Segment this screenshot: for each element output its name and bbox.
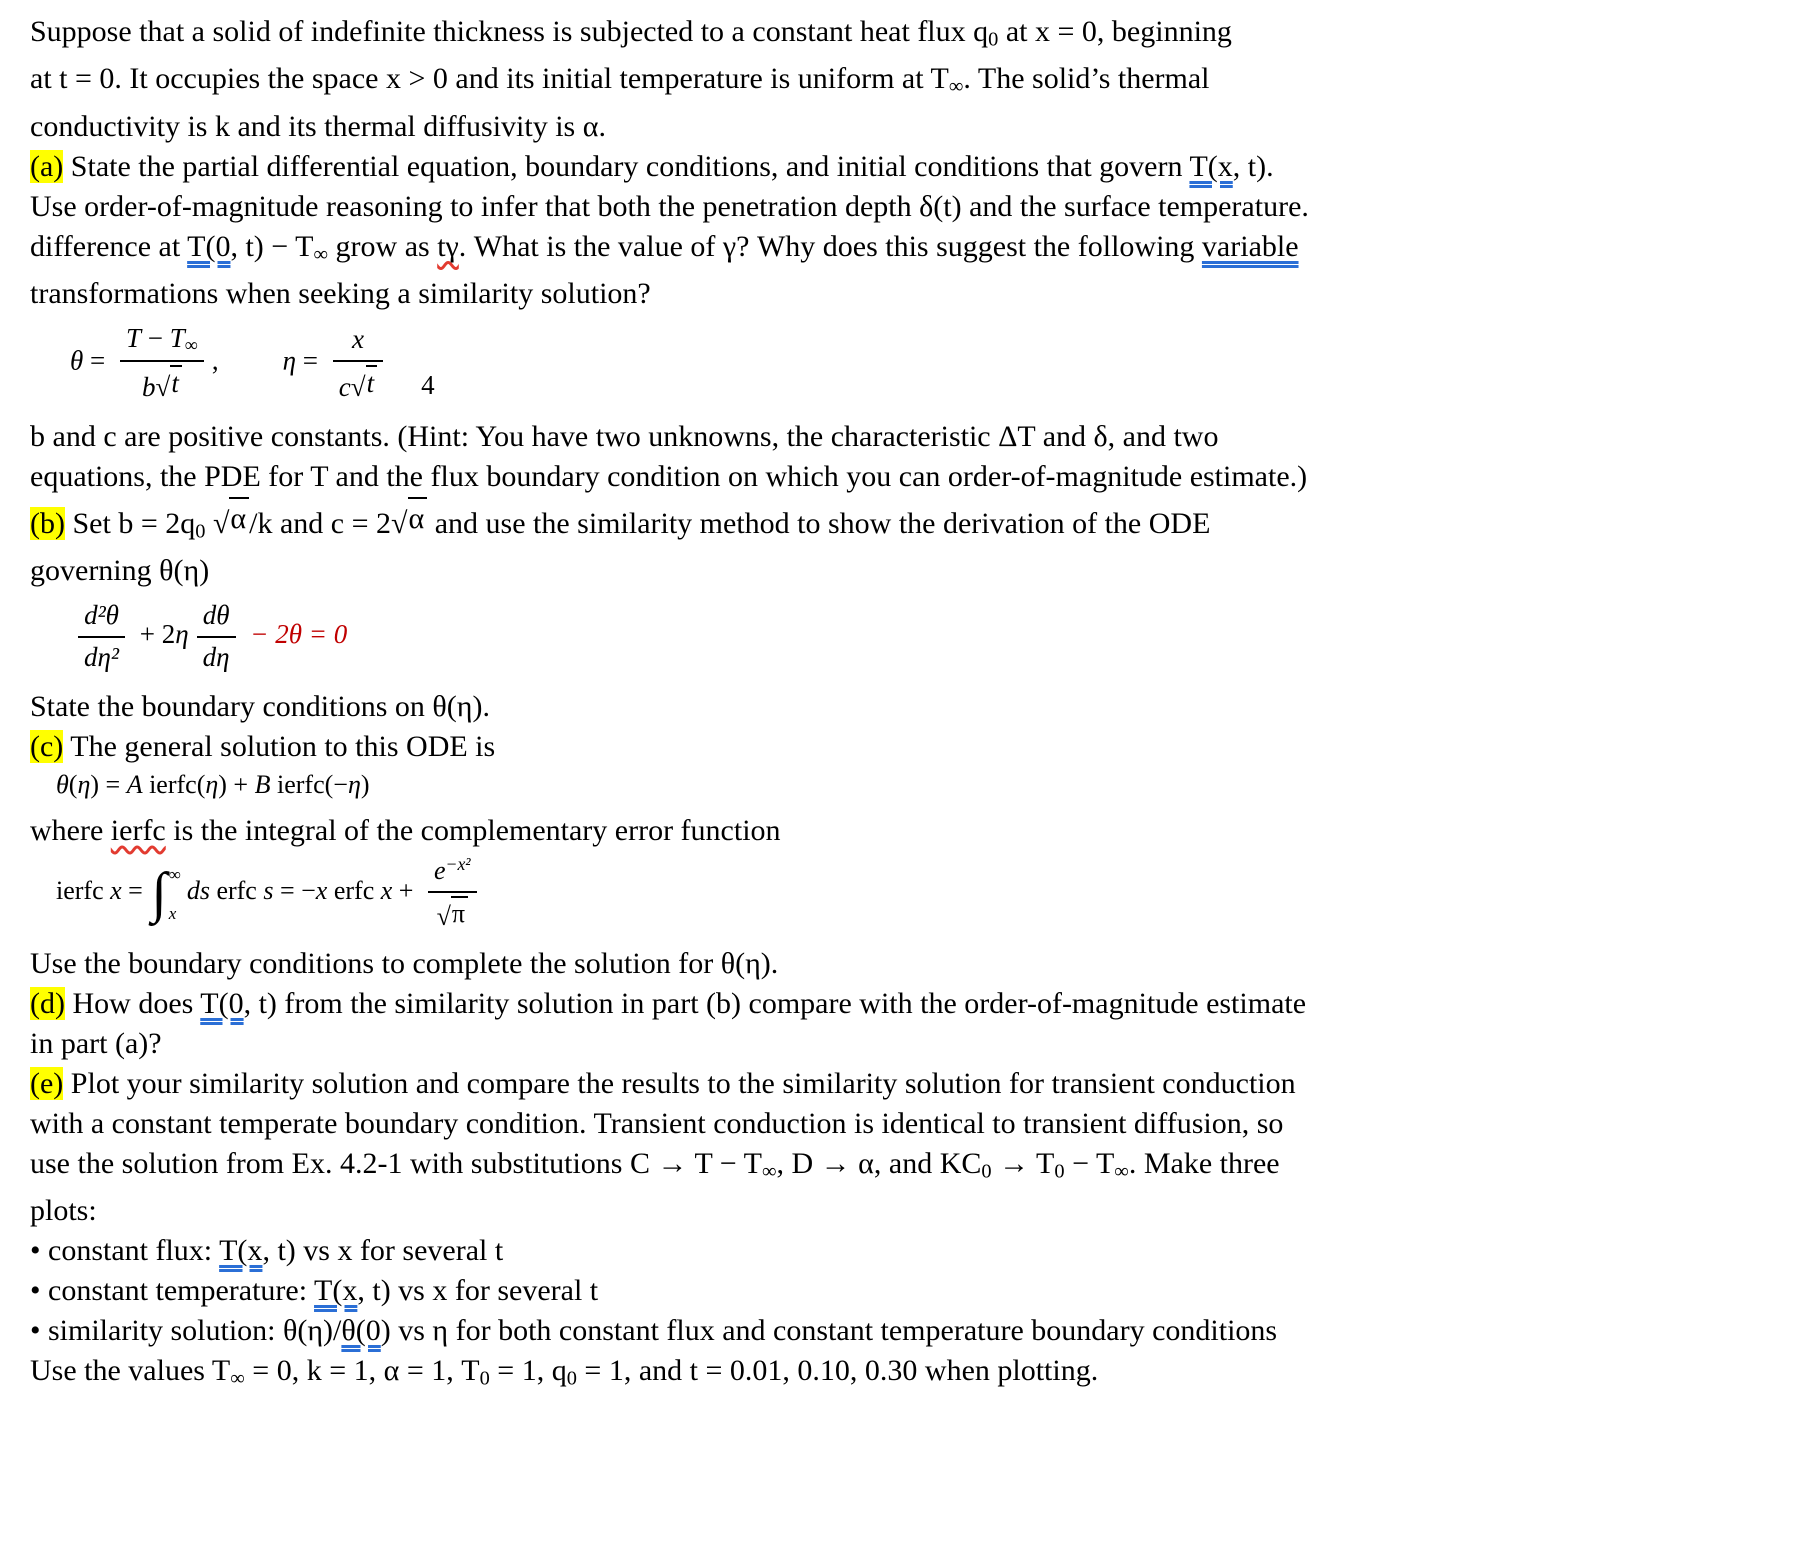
- text-run: T(0: [187, 229, 231, 263]
- text-run: State the boundary conditions on θ(η).: [30, 689, 490, 723]
- bullet-item: [30, 1311, 1792, 1351]
- fraction: [78, 599, 125, 675]
- text-run: ∞: [948, 75, 964, 98]
- text-run: in part (a)?: [30, 1026, 162, 1060]
- paragraph: [30, 417, 1792, 457]
- text-run: −: [141, 323, 170, 354]
- text-run: 0: [195, 520, 206, 543]
- text-run: , t).: [1232, 149, 1274, 183]
- text-run: , t) vs x for several t: [262, 1234, 504, 1268]
- radicand: [366, 365, 378, 401]
- text-run: variable: [1201, 229, 1299, 263]
- text-run: c: [338, 371, 351, 402]
- text-run: [205, 507, 213, 540]
- bullet-item: [30, 1271, 1792, 1311]
- text-run: η: [175, 619, 189, 650]
- fraction-numerator: [428, 853, 477, 892]
- radical-icon: √: [436, 902, 451, 932]
- integral-limits: [169, 864, 181, 924]
- text-run: use the solution from Ex. 4.2-1 with substitutions C → T − T: [30, 1146, 762, 1180]
- fraction-denominator: [78, 638, 125, 675]
- text-run: ) +: [218, 769, 255, 799]
- text-run: dη: [202, 642, 230, 673]
- math-ode: [30, 599, 1792, 675]
- text-run: • similarity solution: θ(η)/: [30, 1314, 342, 1348]
- text-run: =: [121, 876, 150, 906]
- integral: [151, 861, 181, 924]
- text-run: ierfc(−: [270, 769, 348, 799]
- text-run: T: [126, 323, 142, 354]
- sqrt-radical: [156, 365, 182, 401]
- text-run: Use the boundary conditions to complete the solution for θ(η).: [30, 946, 779, 980]
- text-run: transformations when seeking a similarity solution?: [30, 277, 651, 311]
- text-run: , D → α, and KC: [776, 1146, 982, 1180]
- text-run: Set b = 2q: [64, 506, 196, 540]
- fraction-numerator: [197, 599, 236, 638]
- sqrt-radical: [437, 896, 468, 931]
- radicand: [408, 497, 428, 539]
- text-run: State the partial differential equation, boundary conditions, and initial conditions that govern: [63, 149, 1190, 183]
- text-run: T(x: [219, 1234, 263, 1268]
- text-run: η: [282, 345, 297, 376]
- text-run: with a constant temperate boundary condition. Transient conduction is identical to transient diffusion, so: [30, 1106, 1284, 1140]
- text-run: = 1, q: [489, 1354, 567, 1388]
- paragraph: [30, 1144, 1792, 1191]
- radicand: [170, 365, 182, 401]
- paragraph: [30, 1351, 1792, 1398]
- document-content: [30, 12, 1792, 1399]
- text-run: conductivity is k and its thermal diffusivity is α.: [30, 109, 606, 143]
- fraction-numerator: [120, 322, 204, 362]
- text-run: How does: [64, 986, 201, 1020]
- radical-icon: √: [155, 372, 171, 403]
- text-run: = 1, and t = 0.01, 0.10, 0.30 when plotting.: [576, 1354, 1099, 1388]
- paragraph: [30, 227, 1792, 274]
- text-run: dη²: [84, 642, 119, 673]
- sqrt-radical: [351, 365, 377, 401]
- paragraph: [30, 1024, 1792, 1064]
- paragraph: [30, 107, 1792, 147]
- sqrt-radical: [391, 497, 427, 539]
- text-run: +: [392, 876, 420, 906]
- paragraph: [30, 811, 1792, 851]
- bullet-item: [30, 1231, 1792, 1271]
- text-run: tγ: [437, 229, 459, 263]
- text-run: x: [110, 876, 122, 906]
- text-run: 0: [1054, 1160, 1065, 1183]
- text-run: s: [263, 876, 274, 906]
- text-run: plots:: [30, 1194, 97, 1228]
- text-run: − 2θ = 0: [243, 619, 348, 650]
- text-run: T(0: [200, 986, 244, 1020]
- fraction-denominator: [333, 362, 383, 405]
- integral-lower-limit: x: [168, 903, 177, 923]
- text-run: ∞: [184, 335, 198, 356]
- text-run: B: [254, 769, 271, 799]
- text-run: b: [142, 372, 156, 403]
- radicand: [229, 497, 249, 539]
- paragraph: [30, 1104, 1792, 1144]
- paragraph: [30, 1064, 1792, 1104]
- text-run: , t) − T: [230, 229, 314, 263]
- text-run: ,: [211, 345, 219, 376]
- text-run: = 0, k = 1, α = 1, T: [244, 1354, 480, 1388]
- text-run: 4: [421, 369, 435, 400]
- fraction: [428, 853, 477, 933]
- math-ierfc-definition: [30, 853, 1792, 933]
- text-run: Use order-of-magnitude reasoning to infer that both the penetration depth δ(t) and the surface temperature.: [30, 189, 1309, 223]
- text-run: x: [380, 876, 393, 906]
- fraction: [197, 599, 236, 675]
- text-run: A: [126, 769, 143, 799]
- text-run: 0: [479, 1367, 490, 1390]
- text-run: T: [169, 323, 185, 354]
- text-run: θ: [70, 345, 84, 376]
- text-run: η: [77, 769, 91, 799]
- radical-icon: √: [350, 371, 366, 402]
- text-run: d²θ: [84, 600, 119, 631]
- text-run: erfc: [209, 876, 264, 906]
- text-run: (e): [30, 1066, 64, 1100]
- text-run: The general solution to this ODE is: [63, 729, 496, 763]
- text-run: Use the values T: [30, 1354, 231, 1388]
- text-run: ∞: [1114, 1160, 1129, 1183]
- text-run: ) =: [90, 769, 127, 799]
- radical-icon: √: [391, 506, 408, 540]
- paragraph: [30, 59, 1792, 106]
- text-run: ) vs η for both constant flux and constant temperature boundary conditions: [380, 1314, 1278, 1348]
- text-run: at t = 0. It occupies the space x > 0 and its initial temperature is uniform at T: [30, 62, 949, 96]
- text-run: e: [433, 856, 446, 886]
- fraction-denominator: [120, 362, 204, 405]
- text-run: −x²: [445, 854, 471, 875]
- text-run: α: [408, 501, 425, 535]
- math-similarity-variables: [30, 322, 1792, 404]
- text-run: b and c are positive constants. (Hint: You have two unknowns, the characteristic ΔT and δ, and two: [30, 419, 1219, 453]
- text-run: . What is the value of γ? Why does this suggest the following: [458, 229, 1202, 263]
- paragraph: [30, 551, 1792, 591]
- text-run: (b): [30, 506, 65, 540]
- fraction-denominator: [428, 893, 477, 934]
- text-run: = −: [273, 876, 316, 906]
- text-run: Suppose that a solid of indefinite thickness is subjected to a constant heat flux q: [30, 15, 989, 48]
- text-run: + 2: [133, 619, 176, 650]
- text-run: 0: [566, 1367, 577, 1390]
- text-run: equations, the PDE for T and the flux boundary condition on which you can order-of-magnitude estimate.): [30, 459, 1308, 493]
- text-run: t: [366, 367, 375, 398]
- text-run: θ(0: [341, 1314, 381, 1348]
- fraction: [333, 323, 383, 404]
- text-run: (d): [30, 986, 65, 1020]
- text-run: 0: [988, 28, 999, 51]
- text-run: ds: [186, 876, 210, 906]
- text-run: . The solid’s thermal: [963, 62, 1210, 96]
- text-run: − T: [1064, 1146, 1115, 1180]
- math-general-solution: [30, 769, 1792, 802]
- paragraph: [30, 687, 1792, 727]
- paragraph: [30, 944, 1792, 984]
- text-run: t: [171, 368, 179, 399]
- text-run: • constant flux:: [30, 1234, 220, 1268]
- text-run: =: [296, 345, 325, 376]
- paragraph: [30, 984, 1792, 1024]
- integral-upper-limit: ∞: [168, 864, 181, 884]
- text-run: (a): [30, 149, 64, 183]
- paragraph: [30, 1191, 1792, 1231]
- text-run: dθ: [202, 600, 230, 631]
- radicand: [451, 896, 468, 931]
- text-run: grow as: [328, 229, 438, 263]
- text-run: π: [451, 898, 465, 928]
- text-run: difference at: [30, 229, 188, 263]
- text-run: ∞: [230, 1367, 245, 1390]
- text-run: , t) from the similarity solution in part (b) compare with the order-of-magnitude estimate: [243, 986, 1307, 1020]
- text-run: erfc: [327, 876, 381, 906]
- text-run: at x = 0, beginning: [998, 15, 1232, 48]
- text-run: 0: [981, 1160, 992, 1183]
- fraction: [120, 322, 204, 404]
- text-run: η: [205, 769, 219, 799]
- text-run: • constant temperature:: [30, 1274, 315, 1308]
- text-run: η: [347, 769, 361, 799]
- text-run: (c): [30, 729, 64, 763]
- fraction-denominator: [197, 638, 236, 675]
- text-run: , t) vs x for several t: [357, 1274, 599, 1308]
- text-run: and use the similarity method to show the derivation of the ODE: [427, 506, 1211, 540]
- fraction-numerator: [333, 323, 383, 362]
- text-run: → T: [991, 1146, 1055, 1180]
- text-run: ∞: [313, 243, 329, 266]
- text-run: =: [83, 345, 112, 376]
- sqrt-radical: [213, 497, 249, 539]
- text-run: x: [315, 876, 328, 906]
- text-run: ierfc(: [142, 769, 206, 799]
- paragraph: [30, 457, 1792, 497]
- text-run: θ: [56, 769, 69, 799]
- text-run: where: [30, 814, 111, 848]
- text-run: governing θ(η): [30, 554, 210, 588]
- paragraph: [30, 274, 1792, 314]
- text-run: ierfc: [110, 814, 166, 848]
- text-run: x: [351, 324, 364, 355]
- radical-icon: √: [212, 506, 230, 540]
- text-run: . Make three: [1128, 1146, 1280, 1180]
- text-run: ierfc: [56, 876, 111, 906]
- text-run: /k and c = 2: [249, 506, 392, 540]
- paragraph: [30, 187, 1792, 227]
- paragraph: [30, 497, 1792, 551]
- text-run: ∞: [761, 1160, 777, 1183]
- paragraph: [30, 147, 1792, 187]
- integral-icon: ∫: [151, 861, 167, 924]
- text-run: (: [68, 769, 78, 799]
- text-run: T(x: [1189, 149, 1233, 183]
- text-run: Plot your similarity solution and compare the results to the similarity solution for transient conduction: [63, 1066, 1296, 1100]
- paragraph: [30, 727, 1792, 767]
- text-run: ): [360, 769, 370, 799]
- paragraph: [30, 12, 1792, 59]
- text-run: is the integral of the complementary error function: [165, 814, 781, 848]
- text-run: α: [230, 501, 247, 535]
- fraction-numerator: [78, 599, 125, 638]
- text-run: T(x: [314, 1274, 358, 1308]
